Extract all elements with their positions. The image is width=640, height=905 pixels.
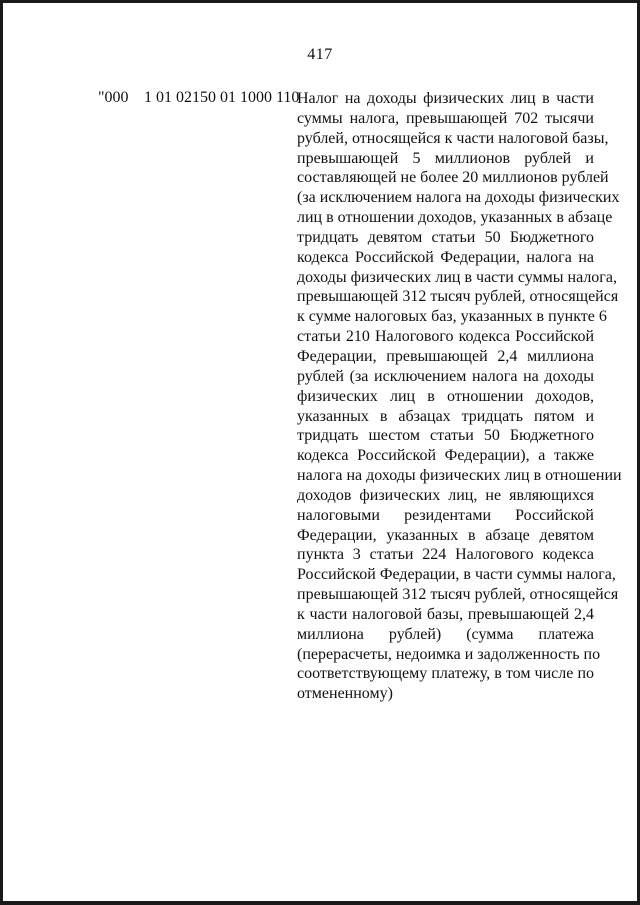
row-code-prefix: "000 — [98, 89, 129, 106]
page-number: 417 — [307, 46, 333, 63]
description-line: миллиона рублей) (сумма платежа — [297, 625, 594, 643]
description-line: рублей (за исключением налога на доходы — [297, 367, 594, 385]
description-line: соответствующему платежу, в том числе по — [297, 665, 594, 683]
description-line: превышающей 5 миллионов рублей и — [297, 149, 594, 167]
description-line: Федерации, указанных в абзаце девятом — [297, 526, 594, 544]
description-line: (за исключением налога на доходы физических — [297, 189, 620, 207]
description-line: составляющей не более 20 миллионов рублей — [297, 169, 609, 187]
description-line: статьи 210 Налогового кодекса Российской — [297, 328, 594, 346]
description-line: Налог на доходы физических лиц в части — [297, 90, 594, 107]
description-line: рублей, относящейся к части налоговой базы, — [297, 129, 609, 147]
description-line: суммы налога, превышающей 702 тысячи — [297, 109, 594, 127]
description-line: пункта 3 статьи 224 Налогового кодекса — [297, 546, 594, 564]
description-line: кодекса Российской Федерации), а также — [297, 447, 594, 465]
description-line: отмененному) — [297, 685, 393, 703]
description-line: превышающей 312 тысяч рублей, относящейся — [297, 586, 619, 604]
tax-description — [297, 89, 622, 704]
description-line: доходов физических лиц, не являющихся — [297, 486, 594, 504]
description-line: (перерасчеты, недоимка и задолженность по — [297, 645, 601, 663]
description-line: превышающей 312 тысяч рублей, относящейся — [297, 288, 619, 306]
description-line: тридцать девятом статьи 50 Бюджетного — [297, 228, 594, 246]
description-line: к сумме налоговых баз, указанных в пункте 6 — [297, 308, 607, 326]
description-line: тридцать шестом статьи 50 Бюджетного — [297, 427, 594, 445]
description-line: физических лиц в отношении доходов, — [297, 387, 594, 405]
description-line: кодекса Российской Федерации, налога на — [297, 248, 594, 266]
description-line: указанных в абзацах тридцать пятом и — [297, 407, 594, 425]
budget-classification-code: 1 01 02150 01 1000 110 — [144, 89, 300, 106]
description-line: Федерации, превышающей 2,4 миллиона — [297, 347, 594, 365]
description-line: Российской Федерации, в части суммы налога, — [297, 566, 616, 584]
description-line: доходы физических лиц в части суммы налога, — [297, 268, 617, 286]
description-line: налога на доходы физических лиц в отношении — [297, 467, 622, 485]
description-line: налоговыми резидентами Российской — [297, 506, 594, 524]
description-line: к части налоговой базы, превышающей 2,4 — [297, 605, 594, 623]
description-line: лиц в отношении доходов, указанных в абзаце — [297, 209, 613, 227]
